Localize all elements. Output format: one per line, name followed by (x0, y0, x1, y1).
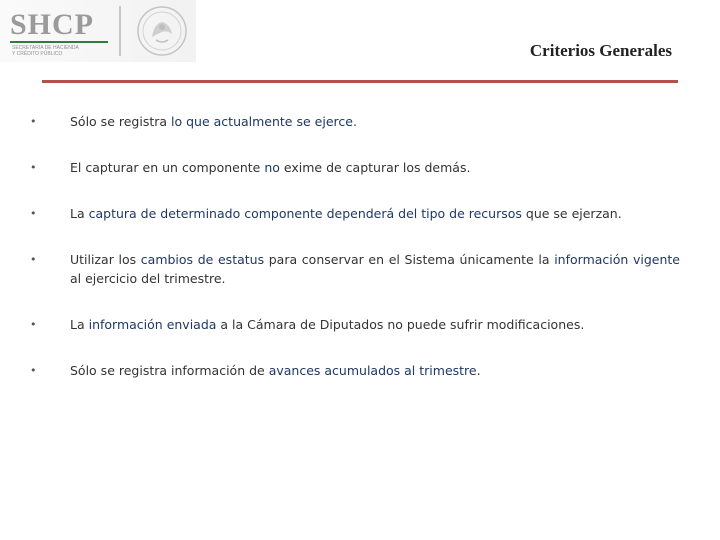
bullet-text: Utilizar los (70, 252, 141, 267)
bullet-item (30, 315, 680, 334)
bullet-item (30, 250, 680, 288)
highlighted-phrase: captura de determinado componente dependerá del tipo de recursos (88, 206, 522, 221)
highlighted-phrase: no (264, 160, 280, 175)
bullet-dot-icon: • (30, 207, 37, 220)
bullet-text: exime de capturar los demás. (279, 160, 471, 175)
bullet-dot-icon: • (30, 161, 37, 174)
highlighted-phrase: información enviada (88, 317, 217, 332)
logo-subtitle-line-2: Y CRÉDITO PÚBLICO (12, 51, 63, 57)
bullet-item (30, 112, 680, 131)
bullet-text: Sólo se registra (70, 114, 172, 129)
page-title: Criterios Generales (529, 41, 672, 60)
bullet-item (30, 158, 680, 177)
bullet-text: a la Cámara de Diputados no puede sufrir modificaciones. (216, 317, 585, 332)
bullet-text: Sólo se registra información de (70, 363, 269, 378)
bullet-dot-icon: • (30, 364, 37, 377)
bullet-text: La (70, 206, 89, 221)
bullet-text: para conservar en el Sistema únicamente la (264, 252, 555, 267)
bullet-text: El capturar en un componente (70, 160, 265, 175)
logo-subtitle (12, 45, 106, 57)
bullet-dot-icon: • (30, 253, 37, 266)
bullet-text: . (352, 114, 357, 129)
logo-text: SHCP (10, 8, 95, 41)
bullet-text: al ejercicio del trimestre. (70, 271, 226, 286)
title-underline (42, 80, 678, 83)
bullet-text: . (476, 363, 481, 378)
bullet-item (30, 361, 680, 380)
bullet-item (30, 204, 680, 223)
highlighted-phrase: lo que actualmente se ejerce (171, 114, 353, 129)
logo-subtitle-line-1: SECRETARÍA DE HACIENDA (12, 45, 79, 51)
shcp-logo (0, 0, 196, 62)
logo-green-line (10, 41, 108, 43)
bullet-text: La (70, 317, 89, 332)
criteria-list (30, 112, 680, 407)
highlighted-phrase: cambios de estatus (140, 252, 265, 267)
highlighted-phrase: avances acumulados al trimestre (268, 363, 477, 378)
bullet-dot-icon: • (30, 318, 37, 331)
highlighted-phrase: información vigente (554, 252, 680, 267)
logo-divider (119, 6, 121, 56)
national-seal-icon (134, 4, 190, 58)
bullet-text: que se ejerzan. (521, 206, 622, 221)
bullet-dot-icon: • (30, 115, 37, 128)
